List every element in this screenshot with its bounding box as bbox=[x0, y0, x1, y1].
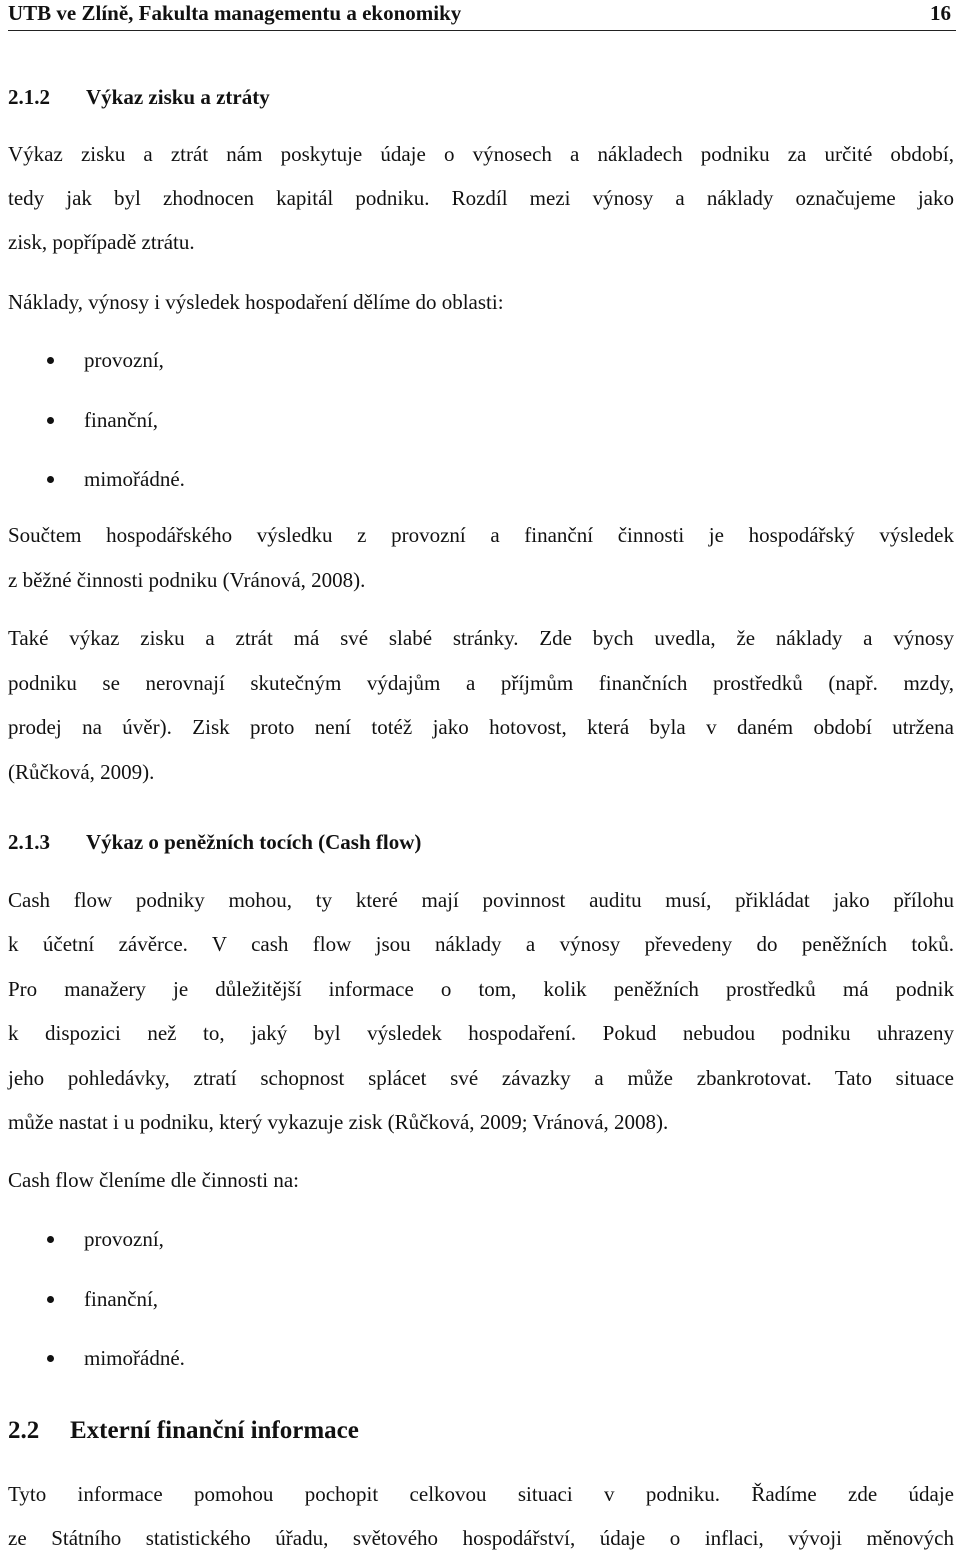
paragraph-line: k účetní závěrce. V cash flow jsou náklady a výnosy převedeny do peněžních toků. bbox=[8, 932, 954, 956]
paragraph-line: k dispozici než to, jaký byl výsledek hospodaření. Pokud nebudou podniku uhrazeny bbox=[8, 1021, 954, 1045]
paragraph-line: Výkaz zisku a ztrát nám poskytuje údaje o výnosech a nákladech podniku za určité období, bbox=[8, 142, 954, 166]
section-heading-2-2 bbox=[8, 1416, 359, 1446]
list-item: provozní, bbox=[84, 1227, 164, 1251]
list-item: finanční, bbox=[84, 408, 159, 432]
paragraph-line: Tyto informace pomohou pochopit celkovou situaci v podniku. Řadíme zde údaje bbox=[8, 1482, 954, 1506]
paragraph-line: tedy jak byl zhodnocen kapitál podniku. Rozdíl mezi výnosy a náklady označujeme jako bbox=[8, 186, 954, 210]
section-number: 2.1.2 bbox=[8, 85, 50, 109]
list-intro: Náklady, výnosy i výsledek hospodaření dělíme do oblasti: bbox=[8, 290, 504, 314]
paragraph-line: může nastat i u podniku, který vykazuje zisk (Růčková, 2009; Vránová, 2008). bbox=[8, 1110, 669, 1134]
paragraph-line: jeho pohledávky, ztratí schopnost splácet své závazky a může zbankrotovat. Tato situace bbox=[8, 1066, 954, 1090]
section-number: 2.2 bbox=[8, 1417, 40, 1444]
section-number: 2.1.3 bbox=[8, 830, 50, 854]
paragraph-line: z běžné činnosti podniku (Vránová, 2008). bbox=[8, 568, 366, 592]
bullet-icon bbox=[47, 417, 54, 424]
page-number: 16 bbox=[930, 1, 951, 25]
section-title: Výkaz o peněžních tocích (Cash flow) bbox=[86, 830, 422, 854]
paragraph-line: prodej na úvěr). Zisk proto není totéž jako hotovost, která byla v daném období utržena bbox=[8, 715, 954, 739]
list-intro: Cash flow členíme dle činnosti na: bbox=[8, 1168, 300, 1192]
list-item: mimořádné. bbox=[84, 1346, 185, 1370]
paragraph-line: Cash flow podniky mohou, ty které mají povinnost auditu musí, přikládat jako přílohu bbox=[8, 888, 954, 912]
section-heading-2-1-3 bbox=[8, 829, 421, 855]
bullet-icon bbox=[47, 357, 54, 364]
list-item: provozní, bbox=[84, 348, 164, 372]
list-item: finanční, bbox=[84, 1287, 159, 1311]
bullet-icon bbox=[47, 1355, 54, 1362]
page-header bbox=[8, 0, 956, 31]
list-item: mimořádné. bbox=[84, 467, 185, 491]
header-title: UTB ve Zlíně, Fakulta managementu a ekonomiky bbox=[8, 1, 462, 25]
section-title: Externí finanční informace bbox=[70, 1417, 359, 1444]
paragraph-line: ze Státního statistického úřadu, světového hospodářství, údaje o inflaci, vývoji měnových bbox=[8, 1526, 954, 1550]
paragraph-line: Pro manažery je důležitější informace o tom, kolik peněžních prostředků má podnik bbox=[8, 977, 954, 1001]
section-title: Výkaz zisku a ztráty bbox=[86, 85, 270, 109]
section-heading-2-1-2 bbox=[8, 84, 270, 110]
bullet-icon bbox=[47, 1236, 54, 1243]
paragraph-line: Také výkaz zisku a ztrát má své slabé stránky. Zde bych uvedla, že náklady a výnosy bbox=[8, 626, 954, 650]
bullet-icon bbox=[47, 476, 54, 483]
bullet-icon bbox=[47, 1296, 54, 1303]
paragraph-line: (Růčková, 2009). bbox=[8, 760, 155, 784]
paragraph-line: podniku se nerovnají skutečným výdajům a příjmům finančních prostředků (např. mzdy, bbox=[8, 671, 954, 695]
paragraph-line: Součtem hospodářského výsledku z provozní a finanční činnosti je hospodářský výsledek bbox=[8, 523, 954, 547]
paragraph-line: zisk, popřípadě ztrátu. bbox=[8, 230, 195, 254]
